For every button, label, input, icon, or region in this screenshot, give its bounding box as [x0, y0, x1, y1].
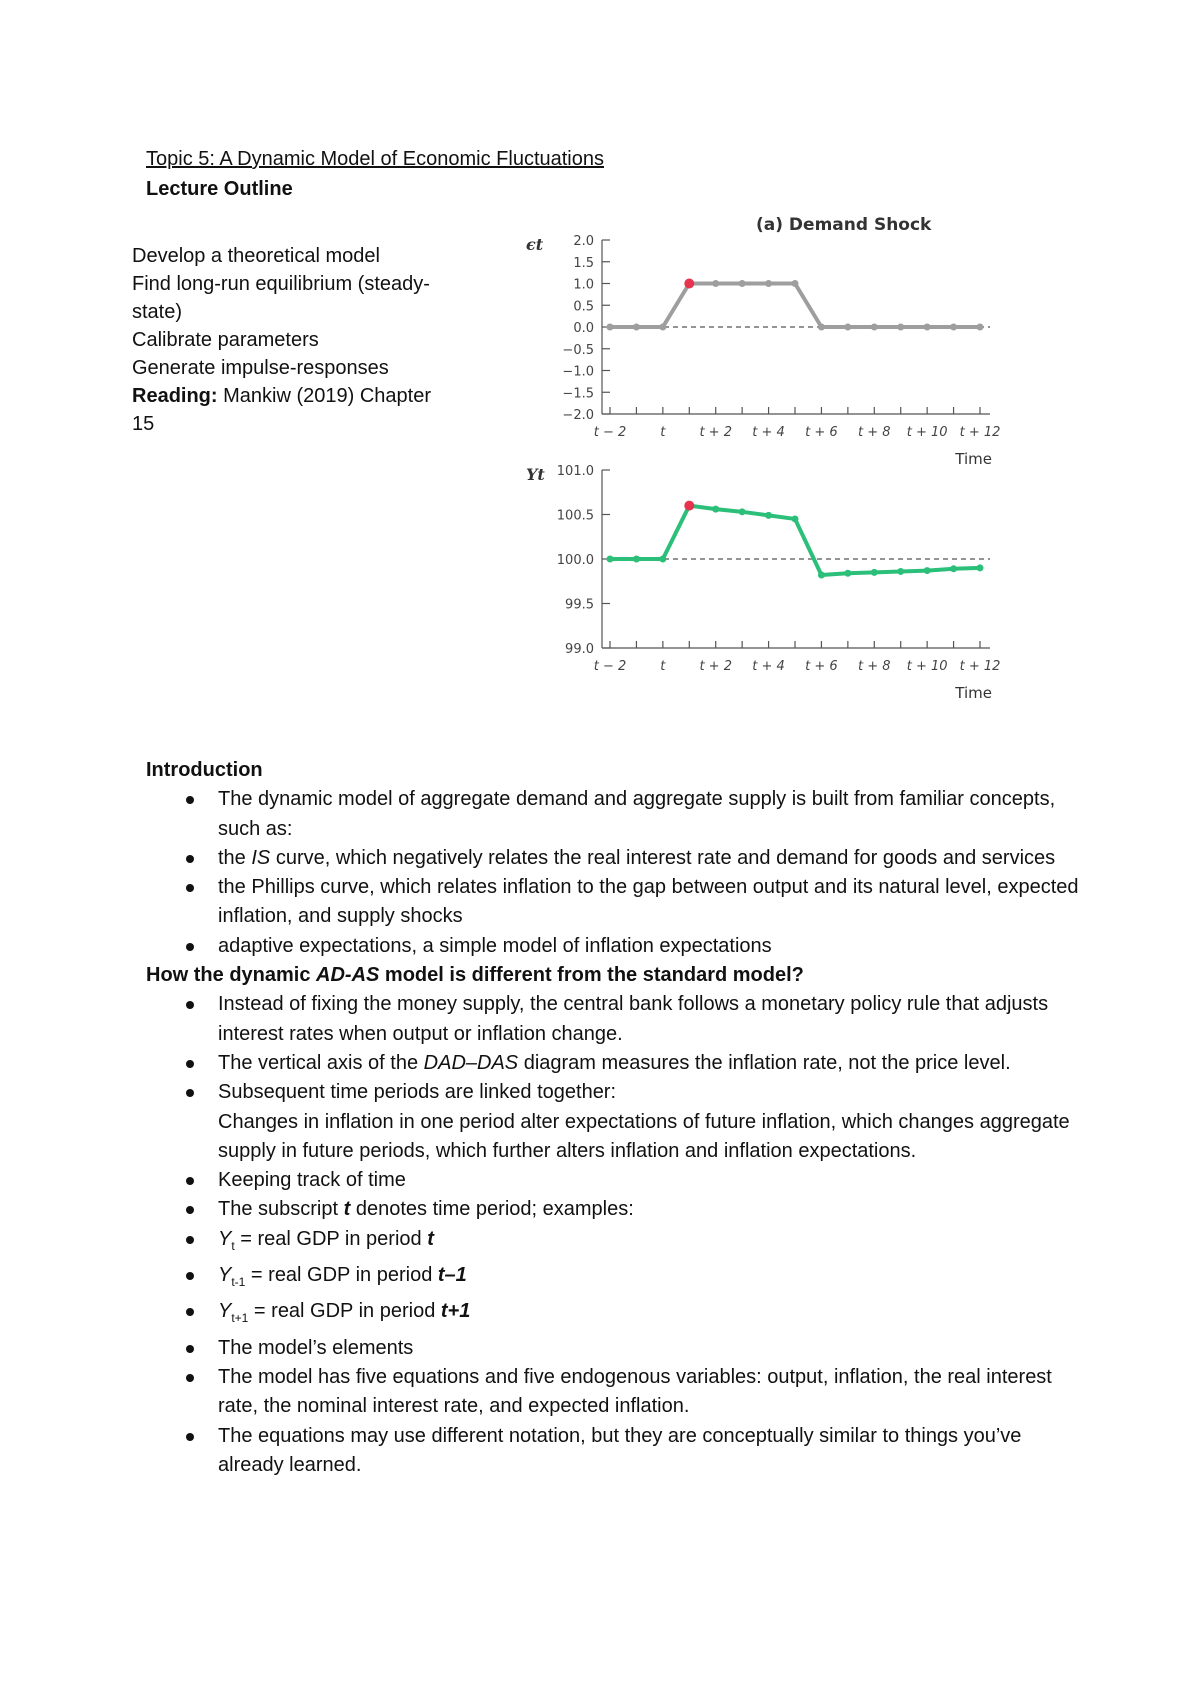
list-item [146, 1297, 1086, 1333]
data-point [871, 569, 878, 576]
list-item: The model has five equations and five endogenous variables: output, inflation, the real interest rate, the nominal interest rate, and expected inflation. [146, 1363, 1086, 1422]
data-point [897, 568, 904, 575]
text-span: Subsequent time periods are linked together: [218, 1081, 617, 1104]
x-tick-label: t + 8 [858, 425, 891, 440]
x-tick-label: t + 10 [906, 659, 948, 674]
outline-item: Find long-run equilibrium (steady- [132, 273, 430, 295]
emphasis: Y [218, 1300, 232, 1323]
y-tick-label: −1.5 [562, 386, 594, 402]
data-point [792, 280, 799, 287]
text-span: = real GDP in period [245, 1264, 438, 1287]
lecture-outline-heading: Lecture Outline [146, 178, 293, 200]
introduction-list [146, 785, 1086, 961]
data-point [950, 565, 957, 572]
reading-line [132, 382, 482, 410]
y-tick-label: 100.5 [556, 508, 594, 524]
emphasis: Y [218, 1227, 232, 1250]
data-point [924, 567, 931, 574]
emphasis: t–1 [437, 1264, 467, 1287]
outline-item: Generate impulse-responses [132, 357, 389, 379]
list-item [146, 1078, 1086, 1166]
y-tick-label: 1.0 [573, 277, 594, 293]
y-tick-label: 100.0 [556, 553, 594, 568]
y-tick-label: 99.0 [565, 642, 594, 657]
x-tick-label: t + 2 [699, 659, 732, 674]
text-span: model is different from the standard model? [379, 964, 804, 987]
data-point [897, 324, 904, 331]
emphasis: t+1 [440, 1300, 471, 1323]
data-point [844, 324, 851, 331]
x-tick-label: t [660, 659, 666, 674]
x-axis-label: Time [955, 450, 992, 468]
reading-line-2: 15 [132, 413, 155, 435]
text-span: the [218, 846, 252, 869]
introduction-heading: Introduction [146, 759, 263, 781]
subscript: t [231, 1238, 235, 1253]
data-point [765, 280, 772, 287]
text-span: The vertical axis of the [218, 1051, 424, 1074]
highlight-point [684, 279, 694, 289]
y-tick-label: 99.5 [565, 597, 594, 613]
emphasis: IS [251, 846, 271, 869]
x-tick-label: t + 4 [752, 659, 785, 674]
data-point [818, 324, 825, 331]
emphasis: t [343, 1198, 351, 1221]
highlight-point [684, 501, 694, 511]
text-span: = real GDP in period [234, 1227, 428, 1250]
list-item: adaptive expectations, a simple model of inflation expectations [146, 932, 1086, 961]
text-span: How the dynamic [146, 964, 317, 987]
y-tick-label: 0.5 [573, 299, 594, 315]
y-tick-label: −1.0 [562, 364, 594, 380]
data-point [607, 556, 614, 563]
page-title: Topic 5: A Dynamic Model of Economic Fluctuations [146, 148, 604, 170]
list-item: The model’s elements [146, 1334, 1086, 1363]
list-item [146, 1225, 1086, 1261]
text-span: denotes time period; examples: [350, 1198, 634, 1221]
difference-heading [146, 961, 1086, 990]
emphasis: AD-AS [316, 964, 380, 987]
data-point [950, 324, 957, 331]
data-point [977, 564, 984, 571]
text-span: The subscript [218, 1198, 344, 1221]
data-point [712, 280, 719, 287]
y-tick-label: 1.5 [573, 255, 594, 271]
data-point [739, 280, 746, 287]
data-point [844, 570, 851, 577]
list-item: the Phillips curve, which relates inflation to the gap between output and its natural level, expected inflation, and supply shocks [146, 873, 1086, 932]
x-tick-label: t + 4 [752, 425, 785, 440]
data-point [659, 556, 666, 563]
impulse-response-svg [526, 215, 1100, 758]
outline-item: Develop a theoretical model [132, 245, 380, 267]
data-point [818, 572, 825, 579]
y-tick-label: −2.0 [562, 408, 594, 423]
subscript: t+1 [231, 1311, 249, 1326]
x-tick-label: t + 12 [959, 425, 1001, 440]
x-tick-label: t + 6 [805, 659, 838, 674]
data-point [765, 512, 772, 519]
chart-title: (a) Demand Shock [756, 215, 932, 235]
data-point [633, 324, 640, 331]
data-point [977, 324, 984, 331]
emphasis: DAD–DAS [423, 1051, 519, 1074]
y-tick-label: 0.0 [573, 321, 594, 336]
data-point [659, 324, 666, 331]
x-tick-label: t − 2 [593, 425, 627, 440]
reading-label: Reading: [132, 385, 218, 407]
y-tick-label: 2.0 [573, 234, 594, 249]
series-line [610, 284, 980, 328]
list-item: The equations may use different notation, but they are conceptually similar to things you’ve already learned. [146, 1422, 1086, 1481]
data-point [739, 508, 746, 515]
reading-text: Mankiw (2019) Chapter [217, 385, 431, 407]
list-item: Keeping track of time [146, 1166, 1086, 1195]
text-span: diagram measures the inflation rate, not the price level. [518, 1051, 1011, 1074]
outline-item: Calibrate parameters [132, 329, 319, 351]
subscript: t-1 [231, 1275, 246, 1290]
text-span: curve, which negatively relates the real interest rate and demand for goods and services [270, 846, 1056, 869]
text-span: = real GDP in period [248, 1300, 441, 1323]
y-tick-label: 101.0 [556, 464, 594, 479]
list-item [146, 1195, 1086, 1224]
impulse-response-charts [526, 215, 1100, 758]
main-body [146, 756, 1086, 1480]
y-tick-label: −0.5 [562, 342, 594, 358]
data-point [633, 556, 640, 563]
x-tick-label: t + 2 [699, 425, 732, 440]
data-point [712, 506, 719, 513]
y-axis-label: ϵt [526, 235, 544, 254]
x-tick-label: t + 8 [858, 659, 891, 674]
list-item [146, 1049, 1086, 1078]
list-item: The dynamic model of aggregate demand and aggregate supply is built from familiar concepts, such as: [146, 785, 1086, 844]
x-tick-label: t − 2 [593, 659, 627, 674]
data-point [792, 515, 799, 522]
x-tick-label: t + 12 [959, 659, 1001, 674]
y-axis-label: Yt [526, 465, 545, 484]
list-item [146, 1261, 1086, 1297]
x-axis-label: Time [955, 684, 992, 702]
text-span: Changes in inflation in one period alter expectations of future inflation, which changes aggregate supply in future periods, which further alters inflation and inflation expectations. [218, 1110, 1070, 1162]
x-tick-label: t + 10 [906, 425, 948, 440]
emphasis: t [427, 1227, 434, 1250]
data-point [607, 324, 614, 331]
x-tick-label: t [660, 425, 666, 440]
data-point [871, 324, 878, 331]
emphasis: Y [218, 1264, 232, 1287]
x-tick-label: t + 6 [805, 425, 838, 440]
list-item [146, 844, 1086, 873]
difference-list [146, 990, 1086, 1480]
list-item: Instead of fixing the money supply, the central bank follows a monetary policy rule that adjusts interest rates when output or inflation change. [146, 990, 1086, 1049]
outline-item: state) [132, 301, 183, 323]
data-point [924, 324, 931, 331]
outline-list [132, 242, 482, 438]
